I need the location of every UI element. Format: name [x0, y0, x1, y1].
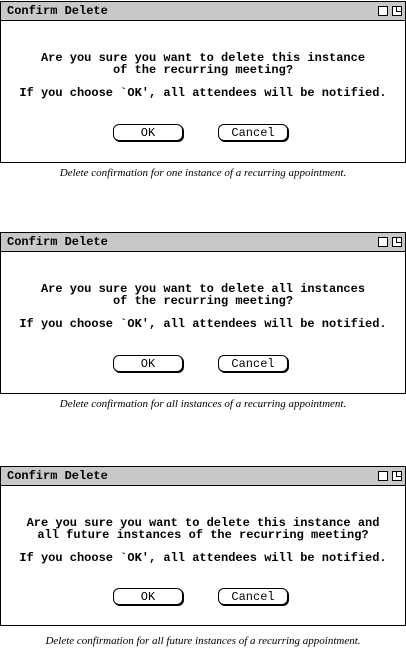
title-bar[interactable] — [1, 2, 405, 21]
message-line-1: Are you sure you want to delete this instance — [40, 51, 366, 65]
window-title: Confirm Delete — [7, 469, 108, 483]
notify-message: If you choose `OK', all attendees will be notified. — [19, 551, 387, 565]
notify-message: If you choose `OK', all attendees will be notified. — [19, 86, 387, 100]
title-bar[interactable] — [1, 233, 405, 252]
minimize-icon[interactable] — [378, 237, 388, 247]
minimize-icon[interactable] — [378, 471, 388, 481]
message-line-2: of the recurring meeting? — [112, 63, 294, 77]
confirm-delete-dialog-all-instances — [0, 232, 406, 394]
notify-message: If you choose `OK', all attendees will be notified. — [19, 317, 387, 331]
maximize-icon[interactable] — [392, 471, 402, 481]
ok-button[interactable]: OK — [113, 355, 183, 372]
confirm-delete-dialog-one-instance — [0, 1, 406, 163]
message-line-1: Are you sure you want to delete all instances — [40, 282, 366, 296]
message-line-1: Are you sure you want to delete this instance and — [26, 516, 380, 530]
caption-all-instances: Delete confirmation for all instances of a recurring appointment. — [59, 398, 347, 410]
caption-future-instances: Delete confirmation for all future instances of a recurring appointment. — [45, 635, 361, 647]
cancel-button[interactable]: Cancel — [218, 588, 288, 605]
minimize-icon[interactable] — [378, 6, 388, 16]
confirm-delete-dialog-future-instances — [0, 466, 406, 626]
ok-button[interactable]: OK — [113, 124, 183, 141]
ok-button[interactable]: OK — [113, 588, 183, 605]
caption-one-instance: Delete confirmation for one instance of a recurring appointment. — [59, 167, 347, 179]
maximize-icon[interactable] — [392, 6, 402, 16]
title-bar[interactable] — [1, 467, 405, 486]
window-title: Confirm Delete — [7, 4, 108, 18]
cancel-button[interactable]: Cancel — [218, 355, 288, 372]
maximize-icon[interactable] — [392, 237, 402, 247]
message-line-2: of the recurring meeting? — [112, 294, 294, 308]
window-title: Confirm Delete — [7, 235, 108, 249]
cancel-button[interactable]: Cancel — [218, 124, 288, 141]
message-line-2: all future instances of the recurring meeting? — [37, 528, 369, 542]
